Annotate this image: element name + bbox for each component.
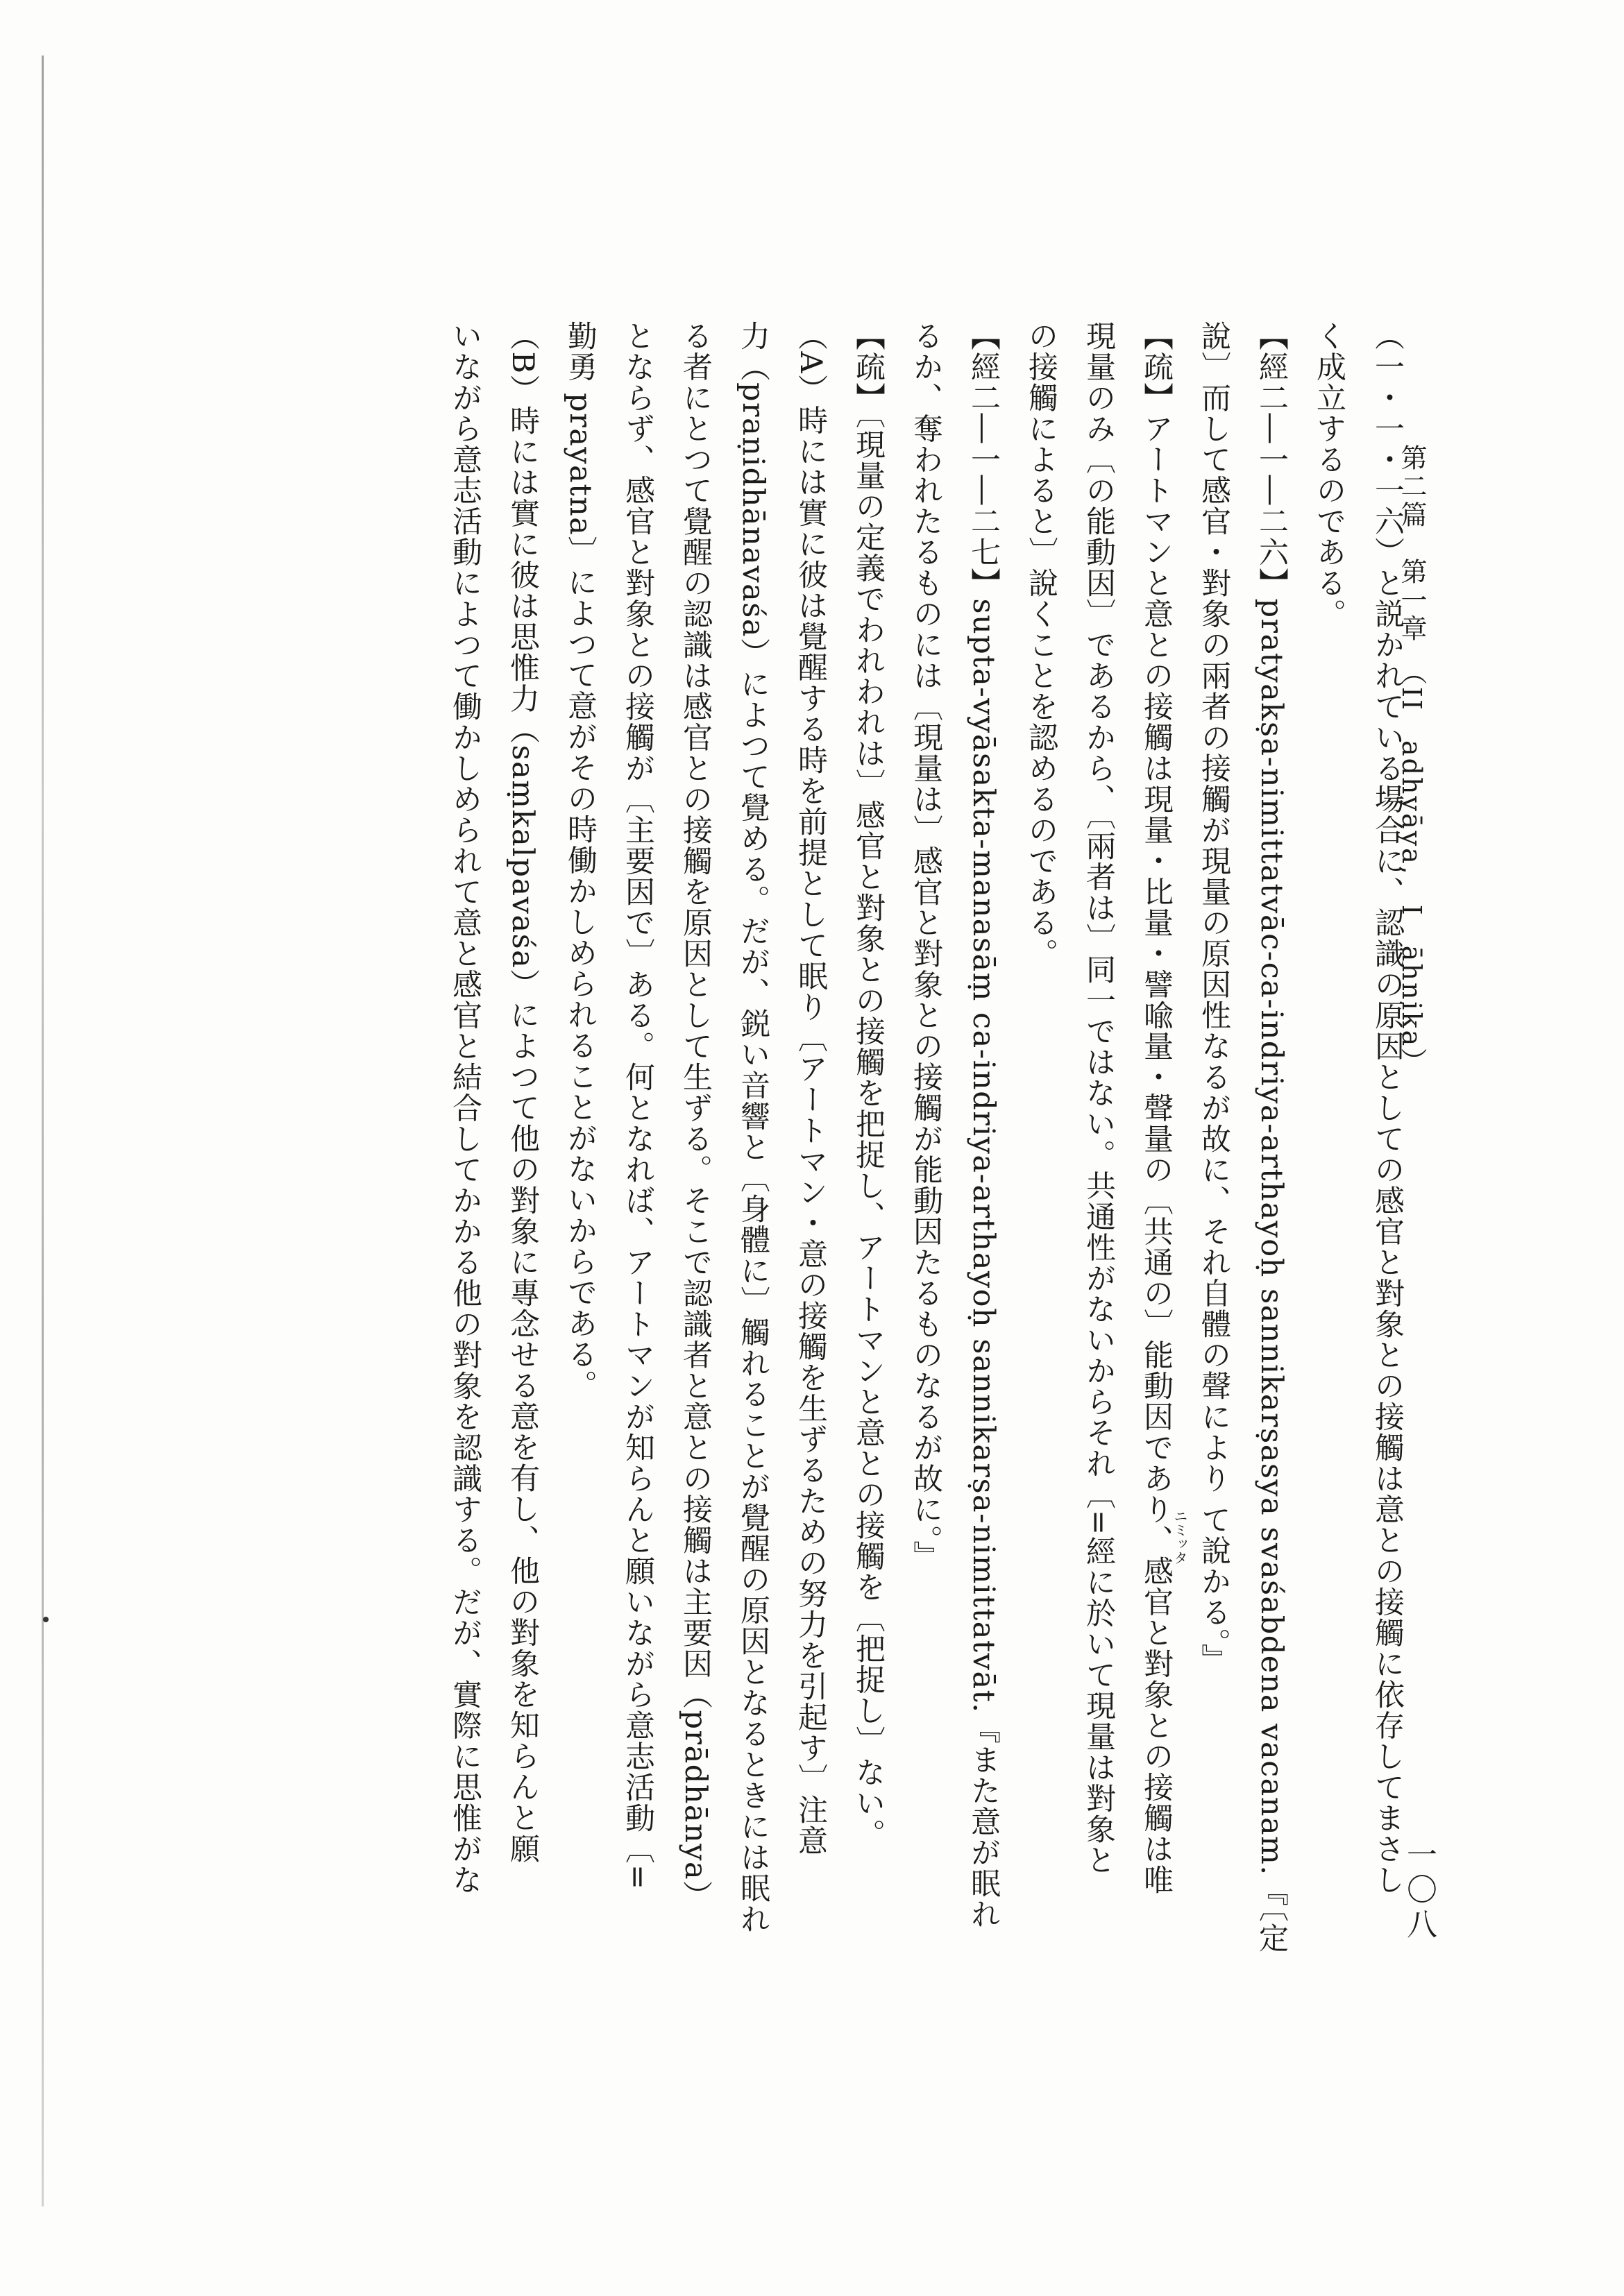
scan-edge-line [42, 56, 44, 2206]
body-line-2: （一・一・一六）と説かれている場合に、認識の原因としての感官と對象との接觸は意との接觸に依存してまさし [1370, 321, 1405, 1896]
body-line-16: （B）時には實に彼は思惟力（saṃkalpavaśa）によつて他の對象に專念せる意を有し、他の對象を知らんと願 [505, 321, 540, 1864]
body-line-12: 力（praṇidhānavaśa）によつて覺める。だが、鋭い音響と〔身體に〕觸れることが覺醒の原因となるときには眠れ [736, 321, 770, 1934]
body-line-17: いながら意志活動によつて働かしめられて意と感官と結合してかかる他の對象を認識する。だが、實際に思惟がな [448, 321, 482, 1896]
body-line-8: 【經二―一―二七】supta-vyāsakta-manasāṃ ca-indriya-arthayoḥ sannikarṣa-nimittatvāt.『また意が眠れ [966, 321, 1001, 1930]
body-line-13: る者にとつて覺醒の認識は感官との接觸を原因として生ずる。そこで認識者と意との接觸は主要因（prādhānya） [678, 321, 713, 1912]
page-number: 一〇八 [1401, 1839, 1437, 1943]
scan-speck [43, 1617, 49, 1622]
body-line-9: るか、奪われたるものには〔現量は〕感官と對象との接觸が能動因たるものなるが故に。』 [908, 321, 943, 1572]
body-line-14: とならず、感官と對象との接觸が〔主要因で〕ある。何となれば、アートマンが知らんと願いながら意志活動〔= [620, 321, 655, 1891]
body-line-6: 現量のみ〔の能動因〕であるから、〔兩者は〕同一ではない。共通性がないからそれ〔=經に於いて現量は對象と [1081, 321, 1116, 1876]
body-line-15: 勤勇 prayatna〕によつて意がその時働かしめられることがないからである。 [563, 321, 598, 1401]
body-line-10: 【疏】〔現量の定義でわれわれは〕感官と對象との接觸を把捉し、アートマンと意との接觸を〔把捉し〕ない。 [851, 321, 886, 1850]
body-line-5: 【疏】アートマンと意との接觸は現量・比量・譬喩量・聲量の〔共通の〕能動因であり、感官と對象との接觸は唯 [1139, 321, 1174, 1896]
body-line-11: （A）時には實に彼は覺醒する時を前提として眠り〔アートマン・意の接觸を生ずるための努力を引起す〕注意 [793, 321, 828, 1857]
body-line-1: く成立するのである。 [1312, 321, 1346, 629]
body-line-7: の接觸によると〕說くことを認めるのである。 [1024, 321, 1058, 969]
sutra-26-text: 【經二―一―二六】pratyakṣa-nimittatvāc-ca-indriya-arthayoḥ sannikarṣasya svaśabdena vacanam.『〔定 [1254, 321, 1289, 1954]
body-line-4: 說〕而して感官・對象の兩者の接觸が現量の原因性なるが故に、それ自體の聲により て說かる。』 [1196, 321, 1231, 1675]
ruby-annotation: ニミッタ [1172, 1509, 1188, 1565]
body-line-3 [1254, 321, 1289, 1954]
running-header: 第二篇 第一章 （II adhyāya, I āhnika） [1396, 444, 1427, 1077]
